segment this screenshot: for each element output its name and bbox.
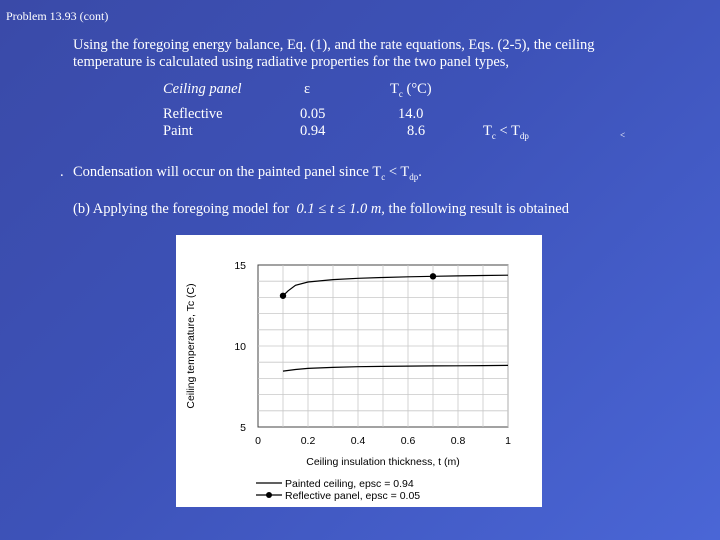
table-row-reflective-tc: 14.0: [398, 106, 424, 122]
bullet: .: [60, 164, 64, 180]
table-row-paint-note: $T_c < T_{dp}$: [483, 123, 529, 141]
legend-entry-2: Reflective panel, epsc = 0.05: [285, 490, 421, 502]
x-tick-label: 0.4: [350, 435, 366, 447]
x-tick-label: 1: [505, 435, 511, 447]
table-row-reflective-name: Reflective: [163, 106, 223, 122]
legend-entry-1: Painted ceiling, epsc = 0.94: [285, 478, 414, 490]
chart-panel: [176, 235, 542, 507]
table-row-paint-tc: 8.6: [407, 123, 426, 139]
table-row-reflective-epsilon: 0.05: [300, 106, 326, 122]
x-tick-label: 0.8: [450, 435, 466, 447]
series-point: [430, 273, 436, 279]
x-tick-label: 0.6: [400, 435, 416, 447]
temperature-chart: [176, 235, 542, 507]
table-header-epsilon: ε: [304, 81, 311, 97]
stray-mark: <: [620, 130, 626, 140]
slide-title: Problem 13.93 (cont): [6, 9, 109, 23]
x-axis-label: Ceiling insulation thickness, t (m): [306, 456, 460, 468]
y-axis-label: Ceiling temperature, Tc (C): [185, 283, 197, 409]
table-header-panel: Ceiling panel: [163, 81, 242, 97]
y-tick-label: 10: [234, 341, 246, 353]
table-row-paint-name: Paint: [163, 123, 193, 139]
table-header-tc: $T_c$ (°C): [390, 81, 432, 99]
intro-paragraph: [73, 37, 673, 71]
x-tick-label: 0.2: [300, 435, 316, 447]
table-row-paint-epsilon: 0.94: [300, 123, 326, 139]
y-tick-label: 5: [240, 422, 246, 434]
x-tick-label: 0: [255, 435, 261, 447]
intro-line-1: Using the foregoing energy balance, Eq. (1), and the rate equations, Eqs. (2-5), the ceiling: [73, 37, 595, 53]
part-b-range: 0.1 ≤ t ≤ 1.0 m: [296, 201, 382, 217]
legend-marker: [266, 492, 272, 498]
part-b-statement: (b) Applying the foregoing model for 0.1 ≤ t ≤ 1.0 m, the following result is obtained: [73, 201, 569, 217]
series-point: [280, 293, 286, 299]
condensation-statement: Condensation will occur on the painted panel since $T_c < T_{dp}$.: [73, 164, 422, 182]
y-tick-label: 15: [234, 260, 246, 272]
intro-line-2: temperature is calculated using radiative properties for the two panel types,: [73, 54, 510, 70]
